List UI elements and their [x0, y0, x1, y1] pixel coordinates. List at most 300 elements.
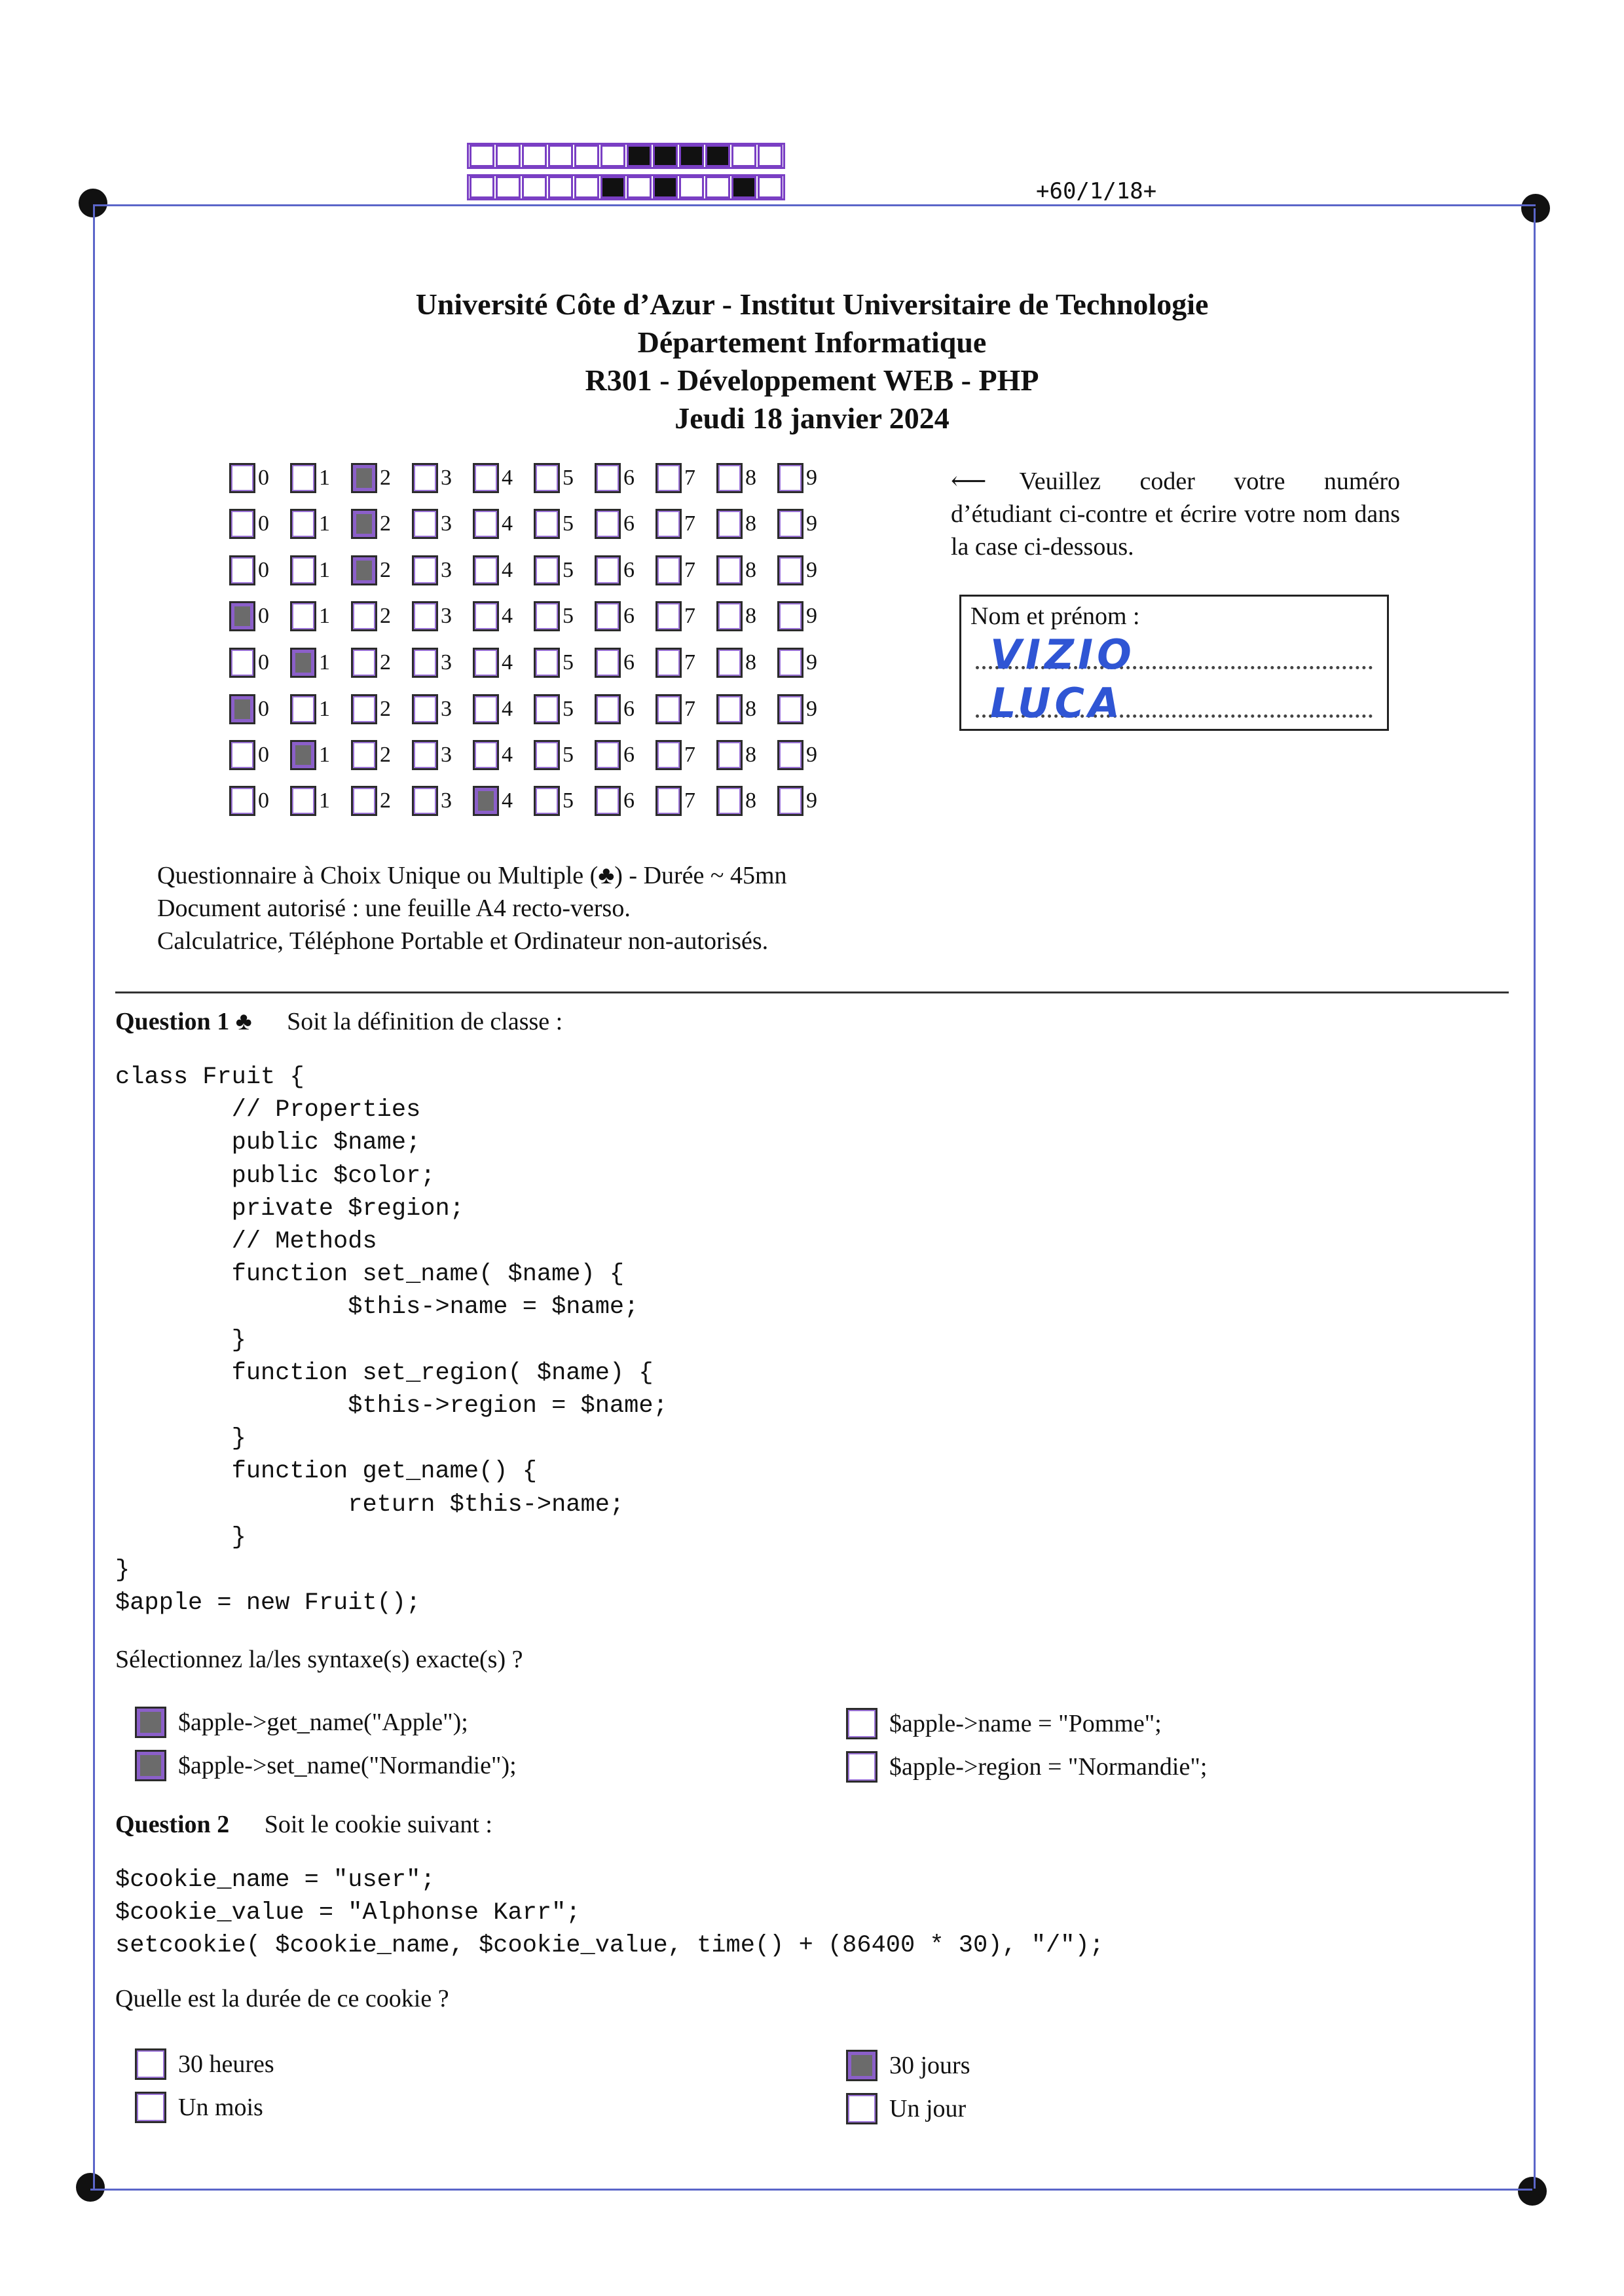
question-1-number: Question 1 ♣ — [115, 1008, 252, 1035]
digit-checkbox[interactable] — [473, 555, 499, 585]
digit-checkbox[interactable] — [534, 740, 560, 770]
digit-label: 3 — [441, 650, 452, 675]
q2-answer-1-checkbox[interactable] — [135, 2048, 166, 2080]
allowed-document-note: Document autorisé : une feuille A4 recto-verso. — [157, 895, 631, 922]
student-number-row-6 — [229, 692, 838, 727]
digit-label: 3 — [441, 558, 452, 582]
digit-checkbox[interactable] — [534, 786, 560, 816]
digit-checkbox[interactable] — [290, 648, 316, 678]
question-2-prompt: Quelle est la durée de ce cookie ? — [115, 1985, 449, 2012]
digit-option[interactable] — [777, 692, 838, 727]
digit-label: 9 — [806, 511, 817, 536]
digit-checkbox[interactable] — [412, 555, 438, 585]
digit-option[interactable] — [716, 737, 777, 773]
exam-format-note: Questionnaire à Choix Unique ou Multiple (♣) - Durée ~ 45mn — [157, 862, 787, 889]
digit-option[interactable] — [716, 460, 777, 496]
digit-checkbox[interactable] — [534, 463, 560, 493]
digit-option[interactable] — [595, 599, 655, 634]
q1-answer-2-label: $apple->set_name("Normandie"); — [178, 1752, 517, 1779]
digit-checkbox[interactable] — [534, 648, 560, 678]
digit-option[interactable] — [351, 737, 412, 773]
digit-label: 2 — [380, 743, 391, 767]
digit-option[interactable] — [534, 599, 595, 634]
digit-option[interactable] — [412, 692, 473, 727]
student-number-instructions — [951, 465, 1400, 563]
section-divider — [115, 991, 1509, 993]
digit-checkbox[interactable] — [655, 601, 682, 631]
digit-checkbox[interactable] — [655, 509, 682, 539]
copy-identifier: +60/1/18+ — [1036, 178, 1157, 204]
digit-label: 2 — [380, 466, 391, 490]
digit-label: 3 — [441, 788, 452, 813]
digit-label: 7 — [684, 558, 695, 582]
digit-option[interactable] — [716, 553, 777, 588]
question-1-prompt: Sélectionnez la/les syntaxe(s) exacte(s) ? — [115, 1646, 523, 1673]
student-number-row-7 — [229, 737, 838, 773]
q1-answer-3[interactable] — [846, 1708, 1162, 1739]
digit-label: 0 — [258, 604, 269, 628]
digit-option[interactable] — [534, 645, 595, 680]
digit-checkbox[interactable] — [290, 601, 316, 631]
digit-checkbox[interactable] — [290, 509, 316, 539]
corner-marker-top-right — [1521, 194, 1550, 223]
digit-label: 7 — [684, 697, 695, 721]
digit-checkbox[interactable] — [716, 648, 743, 678]
digit-option[interactable] — [655, 645, 716, 680]
digit-checkbox[interactable] — [351, 601, 377, 631]
digit-option[interactable] — [777, 783, 838, 819]
digit-checkbox[interactable] — [595, 601, 621, 631]
digit-checkbox[interactable] — [473, 694, 499, 724]
digit-label: 0 — [258, 558, 269, 582]
digit-label: 8 — [745, 650, 756, 675]
digit-checkbox[interactable] — [351, 740, 377, 770]
digit-option[interactable] — [351, 783, 412, 819]
digit-option[interactable] — [229, 553, 290, 588]
digit-option[interactable] — [473, 645, 534, 680]
instructions-text: Veuillez coder votre numéro d’étudiant ci-contre et écrire votre nom dans la case ci-dessous. — [951, 468, 1400, 561]
digit-checkbox[interactable] — [655, 786, 682, 816]
digit-checkbox[interactable] — [290, 555, 316, 585]
digit-option[interactable] — [777, 737, 838, 773]
digit-label: 2 — [380, 604, 391, 628]
digit-option[interactable] — [716, 645, 777, 680]
handwritten-first-name: LUCA — [990, 679, 1124, 727]
digit-label: 1 — [319, 604, 330, 628]
digit-label: 9 — [806, 697, 817, 721]
digit-label: 1 — [319, 558, 330, 582]
digit-checkbox[interactable] — [595, 786, 621, 816]
digit-label: 9 — [806, 788, 817, 813]
digit-checkbox[interactable] — [655, 694, 682, 724]
exam-notes — [157, 859, 787, 957]
digit-label: 9 — [806, 466, 817, 490]
digit-checkbox[interactable] — [290, 740, 316, 770]
digit-option[interactable] — [229, 460, 290, 496]
digit-checkbox[interactable] — [716, 740, 743, 770]
digit-checkbox[interactable] — [229, 740, 255, 770]
q1-answer-4-checkbox[interactable] — [846, 1751, 877, 1783]
digit-option[interactable] — [351, 460, 412, 496]
digit-option[interactable] — [473, 692, 534, 727]
digit-label: 7 — [684, 604, 695, 628]
digit-checkbox[interactable] — [229, 463, 255, 493]
digit-option[interactable] — [777, 460, 838, 496]
digit-option[interactable] — [412, 599, 473, 634]
digit-checkbox[interactable] — [412, 601, 438, 631]
digit-checkbox[interactable] — [229, 694, 255, 724]
digit-option[interactable] — [290, 460, 351, 496]
digit-label: 8 — [745, 697, 756, 721]
q2-answer-2[interactable] — [135, 2092, 263, 2123]
digit-label: 9 — [806, 604, 817, 628]
digit-checkbox[interactable] — [716, 463, 743, 493]
digit-option[interactable] — [229, 692, 290, 727]
digit-label: 4 — [502, 558, 513, 582]
digit-label: 6 — [623, 466, 635, 490]
digit-checkbox[interactable] — [716, 555, 743, 585]
q2-answer-1-label: 30 heures — [178, 2050, 274, 2078]
digit-checkbox[interactable] — [412, 740, 438, 770]
digit-label: 3 — [441, 511, 452, 536]
digit-checkbox[interactable] — [229, 786, 255, 816]
digit-checkbox[interactable] — [777, 601, 803, 631]
question-1-intro: Soit la définition de classe : — [287, 1008, 563, 1035]
digit-option[interactable] — [290, 783, 351, 819]
digit-checkbox[interactable] — [412, 694, 438, 724]
digit-label: 5 — [563, 650, 574, 675]
digit-label: 6 — [623, 604, 635, 628]
digit-checkbox[interactable] — [290, 694, 316, 724]
q1-answer-2-checkbox[interactable] — [135, 1750, 166, 1781]
digit-label: 2 — [380, 511, 391, 536]
frame-bottom — [90, 2189, 1532, 2191]
digit-label: 8 — [745, 604, 756, 628]
digit-checkbox[interactable] — [351, 648, 377, 678]
digit-option[interactable] — [595, 692, 655, 727]
digit-option[interactable] — [290, 645, 351, 680]
digit-checkbox[interactable] — [595, 648, 621, 678]
digit-label: 2 — [380, 650, 391, 675]
digit-option[interactable] — [473, 553, 534, 588]
digit-label: 0 — [258, 511, 269, 536]
digit-option[interactable] — [229, 783, 290, 819]
digit-label: 6 — [623, 558, 635, 582]
digit-checkbox[interactable] — [777, 648, 803, 678]
digit-label: 6 — [623, 743, 635, 767]
digit-label: 6 — [623, 511, 635, 536]
university-title: Université Côte d’Azur - Institut Universitaire de Technologie — [415, 287, 1209, 321]
digit-label: 4 — [502, 788, 513, 813]
digit-label: 1 — [319, 697, 330, 721]
digit-label: 4 — [502, 466, 513, 490]
q1-answer-4-label: $apple->region = "Normandie"; — [889, 1753, 1208, 1781]
digit-label: 5 — [563, 466, 574, 490]
digit-checkbox[interactable] — [716, 601, 743, 631]
digit-checkbox[interactable] — [229, 509, 255, 539]
digit-label: 2 — [380, 558, 391, 582]
digit-label: 8 — [745, 511, 756, 536]
digit-label: 7 — [684, 650, 695, 675]
digit-checkbox[interactable] — [351, 463, 377, 493]
digit-checkbox[interactable] — [351, 694, 377, 724]
digit-checkbox[interactable] — [655, 648, 682, 678]
digit-label: 8 — [745, 788, 756, 813]
digit-label: 8 — [745, 743, 756, 767]
q1-answer-2[interactable] — [135, 1750, 517, 1781]
q2-answer-3-label: 30 jours — [889, 2052, 970, 2079]
digit-option[interactable] — [412, 737, 473, 773]
q2-answer-4[interactable] — [846, 2093, 966, 2124]
digit-checkbox[interactable] — [716, 694, 743, 724]
digit-label: 2 — [380, 697, 391, 721]
exam-date: Jeudi 18 janvier 2024 — [674, 401, 950, 435]
digit-checkbox[interactable] — [412, 786, 438, 816]
digit-checkbox[interactable] — [534, 555, 560, 585]
digit-option[interactable] — [229, 645, 290, 680]
digit-label: 7 — [684, 743, 695, 767]
digit-label: 3 — [441, 466, 452, 490]
digit-option[interactable] — [716, 692, 777, 727]
digit-option[interactable] — [655, 599, 716, 634]
digit-option[interactable] — [595, 553, 655, 588]
frame-left — [93, 204, 95, 2189]
digit-option[interactable] — [412, 783, 473, 819]
handwritten-last-name: VIZIO — [990, 631, 1135, 678]
q2-answer-4-checkbox[interactable] — [846, 2093, 877, 2124]
digit-label: 5 — [563, 788, 574, 813]
digit-label: 0 — [258, 743, 269, 767]
digit-checkbox[interactable] — [716, 786, 743, 816]
digit-option[interactable] — [473, 783, 534, 819]
q1-answer-3-label: $apple->name = "Pomme"; — [889, 1710, 1162, 1737]
digit-checkbox[interactable] — [534, 694, 560, 724]
question-1-header — [115, 1007, 563, 1036]
q1-answer-1-label: $apple->get_name("Apple"); — [178, 1709, 468, 1736]
digit-option[interactable] — [351, 506, 412, 542]
q2-answer-2-checkbox[interactable] — [135, 2092, 166, 2123]
q2-answer-4-label: Un jour — [889, 2095, 967, 2122]
digit-checkbox[interactable] — [473, 601, 499, 631]
digit-option[interactable] — [595, 783, 655, 819]
digit-checkbox[interactable] — [534, 601, 560, 631]
digit-label: 8 — [745, 466, 756, 490]
digit-option[interactable] — [534, 506, 595, 542]
digit-checkbox[interactable] — [595, 509, 621, 539]
digit-option[interactable] — [290, 737, 351, 773]
digit-option[interactable] — [290, 692, 351, 727]
student-number-row-3 — [229, 553, 838, 588]
digit-option[interactable] — [473, 599, 534, 634]
digit-option[interactable] — [777, 553, 838, 588]
digit-label: 4 — [502, 743, 513, 767]
digit-option[interactable] — [655, 460, 716, 496]
digit-checkbox[interactable] — [351, 786, 377, 816]
q2-answer-1[interactable] — [135, 2048, 274, 2080]
digit-option[interactable] — [595, 737, 655, 773]
q2-answer-2-label: Un mois — [178, 2094, 263, 2121]
student-number-row-5 — [229, 645, 838, 680]
digit-label: 4 — [502, 511, 513, 536]
digit-option[interactable] — [655, 506, 716, 542]
digit-checkbox[interactable] — [473, 740, 499, 770]
digit-label: 1 — [319, 788, 330, 813]
digit-option[interactable] — [290, 599, 351, 634]
digit-checkbox[interactable] — [777, 740, 803, 770]
digit-label: 0 — [258, 650, 269, 675]
digit-checkbox[interactable] — [595, 740, 621, 770]
question-2-intro: Soit le cookie suivant : — [264, 1811, 492, 1838]
digit-checkbox[interactable] — [473, 648, 499, 678]
exam-header — [0, 286, 1624, 437]
digit-option[interactable] — [655, 737, 716, 773]
digit-option[interactable] — [595, 460, 655, 496]
question-2-code: $cookie_name = "user"; $cookie_value = "Alphonse Karr"; setcookie( $cookie_name, $cookie_value, time() + (86400 * 30), "/"); — [115, 1866, 1104, 1960]
digit-option[interactable] — [351, 599, 412, 634]
digit-option[interactable] — [595, 645, 655, 680]
digit-label: 4 — [502, 604, 513, 628]
digit-checkbox[interactable] — [777, 694, 803, 724]
name-box[interactable] — [959, 595, 1389, 731]
digit-label: 3 — [441, 604, 452, 628]
student-number-row-2 — [229, 506, 838, 542]
digit-checkbox[interactable] — [473, 509, 499, 539]
student-number-row-8 — [229, 783, 838, 819]
digit-option[interactable] — [777, 506, 838, 542]
digit-option[interactable] — [351, 692, 412, 727]
digit-option[interactable] — [595, 506, 655, 542]
digit-checkbox[interactable] — [473, 463, 499, 493]
digit-checkbox[interactable] — [412, 648, 438, 678]
digit-label: 9 — [806, 650, 817, 675]
digit-label: 3 — [441, 697, 452, 721]
q1-answer-3-checkbox[interactable] — [846, 1708, 877, 1739]
digit-label: 9 — [806, 743, 817, 767]
forbidden-devices-note: Calculatrice, Téléphone Portable et Ordinateur non-autorisés. — [157, 927, 769, 955]
digit-option[interactable] — [777, 599, 838, 634]
digit-label: 7 — [684, 788, 695, 813]
q1-answer-1-checkbox[interactable] — [135, 1707, 166, 1738]
digit-checkbox[interactable] — [655, 555, 682, 585]
digit-option[interactable] — [716, 599, 777, 634]
digit-option[interactable] — [534, 460, 595, 496]
digit-option[interactable] — [290, 553, 351, 588]
digit-label: 1 — [319, 511, 330, 536]
digit-checkbox[interactable] — [351, 555, 377, 585]
question-2-header — [115, 1810, 492, 1839]
digit-option[interactable] — [655, 783, 716, 819]
digit-checkbox[interactable] — [351, 509, 377, 539]
digit-checkbox[interactable] — [229, 648, 255, 678]
corner-marker-bottom-right — [1518, 2177, 1547, 2206]
digit-checkbox[interactable] — [655, 740, 682, 770]
digit-option[interactable] — [351, 553, 412, 588]
digit-label: 4 — [502, 650, 513, 675]
q2-answer-3-checkbox[interactable] — [846, 2050, 877, 2081]
digit-checkbox[interactable] — [229, 555, 255, 585]
frame-right — [1534, 208, 1536, 2189]
digit-checkbox[interactable] — [412, 509, 438, 539]
digit-checkbox[interactable] — [595, 694, 621, 724]
digit-checkbox[interactable] — [290, 463, 316, 493]
digit-option[interactable] — [534, 737, 595, 773]
digit-option[interactable] — [473, 506, 534, 542]
corner-marker-bottom-left — [76, 2173, 105, 2202]
digit-option[interactable] — [716, 783, 777, 819]
q2-answer-3[interactable] — [846, 2050, 970, 2081]
digit-checkbox[interactable] — [473, 786, 499, 816]
digit-option[interactable] — [534, 783, 595, 819]
id-barcode-row-2 — [467, 174, 785, 200]
name-box-label: Nom et prénom : — [970, 602, 1140, 630]
question-1-code: class Fruit { // Properties public $name; public $color; private $region; // Methods function set_name( $name) { $this->name = $name; } function set_region( $name) { $this->region = $name; } function get_name() { return $this->name; } } $apple = new Fruit(); — [115, 1064, 668, 1618]
digit-option[interactable] — [229, 506, 290, 542]
digit-checkbox[interactable] — [595, 463, 621, 493]
digit-label: 0 — [258, 697, 269, 721]
digit-option[interactable] — [229, 737, 290, 773]
digit-checkbox[interactable] — [595, 555, 621, 585]
digit-checkbox[interactable] — [412, 463, 438, 493]
digit-label: 5 — [563, 697, 574, 721]
digit-label: 5 — [563, 743, 574, 767]
digit-option[interactable] — [229, 599, 290, 634]
digit-option[interactable] — [412, 506, 473, 542]
digit-label: 6 — [623, 650, 635, 675]
digit-option[interactable] — [534, 553, 595, 588]
digit-label: 5 — [563, 511, 574, 536]
digit-label: 0 — [258, 788, 269, 813]
digit-checkbox[interactable] — [290, 786, 316, 816]
digit-checkbox[interactable] — [534, 509, 560, 539]
digit-option[interactable] — [473, 737, 534, 773]
digit-checkbox[interactable] — [777, 555, 803, 585]
q1-answer-4[interactable] — [846, 1751, 1207, 1783]
digit-option[interactable] — [655, 692, 716, 727]
digit-label: 6 — [623, 697, 635, 721]
digit-label: 1 — [319, 743, 330, 767]
digit-option[interactable] — [473, 460, 534, 496]
digit-label: 2 — [380, 788, 391, 813]
digit-label: 5 — [563, 558, 574, 582]
department-title: Département Informatique — [637, 325, 987, 359]
digit-option[interactable] — [412, 645, 473, 680]
digit-checkbox[interactable] — [716, 509, 743, 539]
digit-label: 4 — [502, 697, 513, 721]
digit-label: 9 — [806, 558, 817, 582]
digit-option[interactable] — [351, 645, 412, 680]
digit-option[interactable] — [412, 460, 473, 496]
digit-label: 1 — [319, 650, 330, 675]
digit-checkbox[interactable] — [655, 463, 682, 493]
digit-checkbox[interactable] — [777, 463, 803, 493]
digit-option[interactable] — [412, 553, 473, 588]
digit-label: 1 — [319, 466, 330, 490]
digit-option[interactable] — [290, 506, 351, 542]
q1-answer-1[interactable] — [135, 1707, 468, 1738]
digit-label: 0 — [258, 466, 269, 490]
digit-option[interactable] — [534, 692, 595, 727]
digit-checkbox[interactable] — [777, 786, 803, 816]
digit-option[interactable] — [777, 645, 838, 680]
digit-label: 6 — [623, 788, 635, 813]
digit-option[interactable] — [716, 506, 777, 542]
digit-label: 7 — [684, 466, 695, 490]
digit-checkbox[interactable] — [777, 509, 803, 539]
course-title: R301 - Développement WEB - PHP — [585, 363, 1039, 397]
frame-top — [93, 204, 1536, 206]
digit-checkbox[interactable] — [229, 601, 255, 631]
digit-option[interactable] — [655, 553, 716, 588]
